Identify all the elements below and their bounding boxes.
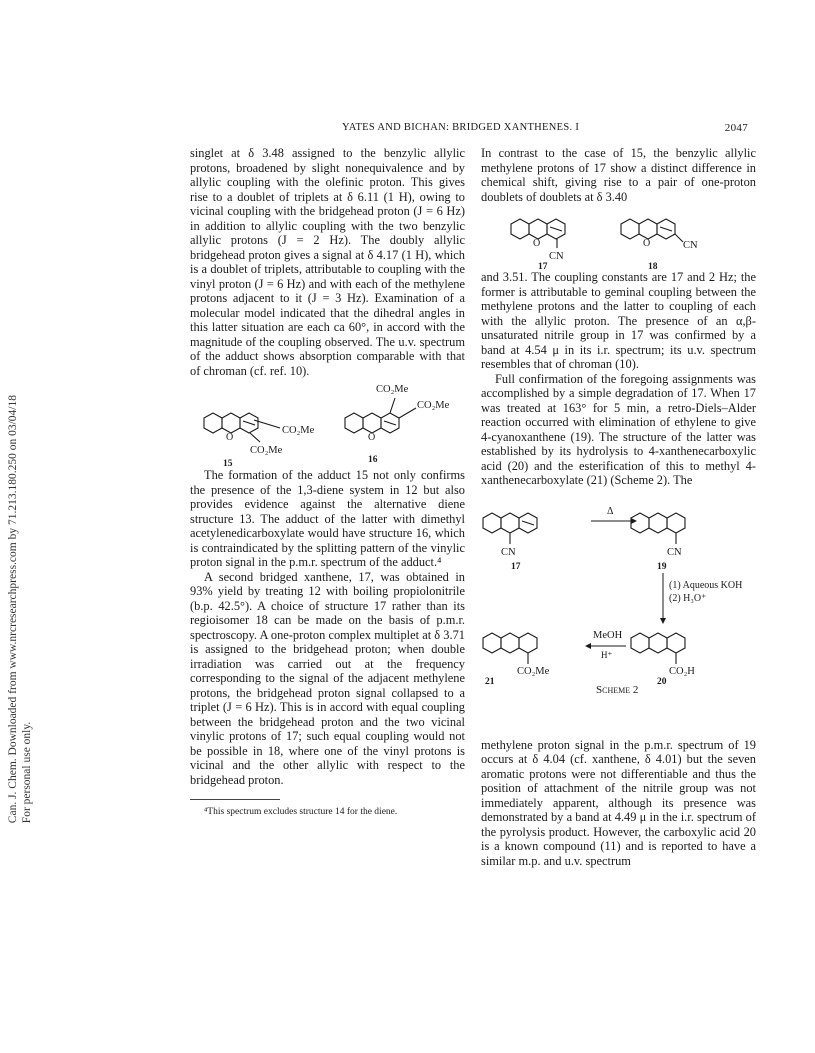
substituent-label: CO₂Me	[376, 384, 409, 395]
oxygen-label: O	[643, 238, 651, 249]
paragraph: and 3.51. The coupling constants are 17 and 2 Hz; the former is attributable to geminal coupling between the methylene protons and the latter to coupling of each with the allylic proton. The presence of an α,β-unsaturated nitrile group in 17 was confirmed by a band at 4.54 μ in its i.r. spectrum; its u.v. spectrum resembles that of chroman (10).	[481, 270, 756, 371]
paragraph: singlet at δ 3.48 assigned to the benzylic allylic protons, broadened by slight nonequivalence and by allylic coupling with the olefinic proton. This gives rise to a doublet of triplets at δ 6.11 (1 H), owing to vicinal coupling with the bridgehead proton (J = 6 Hz) in addition to allylic coupling with the two benzylic allylic protons (J = 2 Hz). The doubly allylic bridgehead proton gives a signal at δ 4.17 (1 H), which is a doublet of triplets, attributable to coupling with the vinyl proton (J = 6 Hz) and with each of the methylene protons adjacent to it (J = 3 Hz). Examination of a molecular model indicated that the dihedral angles in this latter situation are each ca 60°, in accord with the magnitude of the coupling observed. The u.v. spectrum of the adduct shows absorption comparable with that of chroman (cf. ref. 10).	[190, 146, 465, 378]
arrow-condition: Δ	[607, 505, 614, 517]
compound-21-drawing	[483, 633, 537, 664]
paragraph: A second bridged xanthene, 17, was obtained in 93% yield by treating 12 with boiling propiolonitrile (b.p. 42.5°). A choice of structure 17 rather than its regioisomer 18 can be made on the basis of p.m.r. spectroscopy. A one-proton complex multiplet at δ 3.71 is assigned to the bridgehead proton; when double irradiation was carried out at the frequency corresponding to the signal of the adjacent methylene protons, the bridgehead proton signal collapsed to a triplet (J = 6 Hz). This is in accord with equal coupling between the bridgehead proton and the two vicinal vinylic protons of 17; such equal coupling would not be possible in 18, where one of the vinyl protons is vicinal and the other allylic with respect to the bridgehead proton.	[190, 569, 465, 787]
arrow-condition: MeOH	[593, 629, 623, 641]
substituent-label: CO₂Me	[417, 400, 450, 411]
substituent-label: CO₂Me	[282, 425, 315, 436]
substituent-label: CO₂H	[669, 665, 695, 677]
compound-number: 15	[223, 459, 233, 468]
substituent-label: CN	[549, 251, 564, 262]
footnote: ⁴This spectrum excludes structure 14 for the diene.	[204, 807, 398, 817]
arrow-condition: (2) H₃O⁺	[669, 592, 707, 604]
structure-18	[621, 219, 683, 242]
watermark-line-2: For personal use only.	[21, 721, 33, 823]
running-header	[190, 122, 760, 138]
paragraph: Full confirmation of the foregoing assignments was accomplished by a simple degradation of 17. When 17 was treated at 163° for 5 min, a retro-Diels–Alder reaction occurred with elimination of ethylene to give 4-cyanoxanthene (19). The structure of the latter was established by its hydrolysis to 4-xanthenecarboxylic acid (20) and the esterification of this to methyl 4-xanthenecarboxylate (21) (Scheme 2). The	[481, 371, 756, 487]
compound-19-drawing	[631, 513, 685, 544]
page-number: 2047	[724, 122, 748, 134]
compound-number: 17	[538, 262, 548, 270]
compound-17-drawing	[483, 513, 537, 544]
compound-number: 17	[511, 561, 521, 572]
download-watermark	[0, 0, 33, 1053]
running-title: YATES AND BICHAN: BRIDGED XANTHENES. I	[342, 122, 580, 133]
arrow-condition: (1) Aqueous KOH	[669, 579, 743, 591]
watermark-line-1: Can. J. Chem. Downloaded from www.nrcresearchpress.com by 71.213.180.250 on 03/04/18	[7, 394, 19, 823]
arrowhead	[585, 643, 591, 649]
compound-20-drawing	[631, 633, 685, 664]
compound-number: 21	[485, 676, 495, 687]
compound-number: 18	[648, 262, 658, 270]
arrow-condition: H⁺	[601, 649, 613, 660]
paragraph: In contrast to the case of 15, the benzylic allylic methylene protons of 17 show a distinct difference in chemical shift, giving rise to a pair of one-proton doublets of doublets at δ 3.40	[481, 146, 756, 204]
structure-16	[345, 398, 416, 433]
compound-number: 16	[368, 455, 378, 465]
arrowhead	[631, 518, 637, 524]
substituent-label: CO₂Me	[517, 665, 550, 677]
footnote-rule	[190, 799, 280, 800]
scheme-caption: Scheme 2	[596, 683, 639, 696]
arrowhead	[660, 618, 666, 624]
compound-number: 20	[657, 676, 667, 687]
substituent-label: CO₂Me	[250, 445, 283, 456]
right-column	[481, 146, 756, 868]
left-column	[190, 146, 465, 818]
substituent-label: CN	[501, 546, 516, 558]
paragraph: The formation of the adduct 15 not only confirms the presence of the 1,3-diene system in 12 but also provides evidence against the alternative diene structure 13. The adduct of the latter with dimethyl acetylenedicarboxylate would have structure 16, which is contraindicated by the splitting pattern of the vinylic proton signal in the p.m.r. spectrum of the adduct.⁴	[190, 468, 465, 569]
scheme-2	[481, 488, 756, 738]
paragraph: methylene proton signal in the p.m.r. spectrum of 19 occurs at δ 4.04 (cf. xanthene, δ 4.01) but the seven aromatic protons were not differentiable and thus the position of attachment of the nitrile group was not immediately apparent, although its presence was demonstrated by a band at 4.49 μ in the i.r. spectrum of the pyrolysis product. However, the carboxylic acid 20 is a known compound (11) and is reported to have a similar m.p. and u.v. spectrum	[481, 737, 756, 868]
oxygen-label: O	[368, 432, 376, 443]
oxygen-label: O	[226, 432, 234, 443]
oxygen-label: O	[533, 238, 541, 249]
substituent-label: CN	[667, 546, 682, 558]
structures-17-18	[481, 204, 756, 270]
structure-15	[204, 413, 280, 442]
substituent-label: CN	[683, 240, 698, 251]
structures-15-16	[190, 378, 465, 468]
compound-number: 19	[657, 561, 667, 572]
